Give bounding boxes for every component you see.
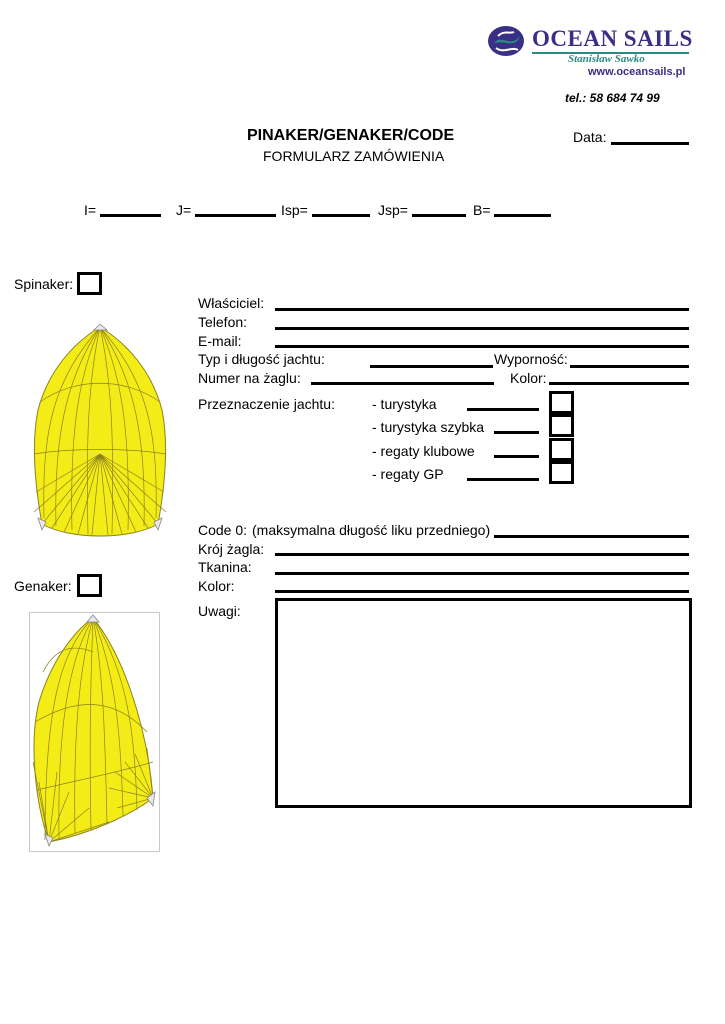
- purpose-club-regatta-checkbox[interactable]: [549, 438, 574, 461]
- ocean-sails-logo-icon: [486, 24, 526, 58]
- sail-color-label: Kolor:: [198, 578, 235, 594]
- sail-number-label: Numer na żaglu:: [198, 370, 301, 386]
- owner-label: Właściciel:: [198, 295, 265, 311]
- purpose-fast-touring-checkbox[interactable]: [549, 414, 574, 437]
- purpose-label: Przeznaczenie jachtu:: [198, 396, 335, 412]
- purpose-fast-touring-line: [494, 431, 539, 434]
- brand-person: Stanisław Sawko: [568, 53, 645, 65]
- form-subtitle: FORMULARZ ZAMÓWIENIA: [263, 148, 445, 164]
- code0-field[interactable]: [494, 535, 689, 538]
- sail-number-field[interactable]: [311, 382, 494, 385]
- cut-label: Krój żagla:: [198, 541, 265, 557]
- purpose-gp-regatta-checkbox[interactable]: [549, 461, 574, 484]
- isp-field[interactable]: [312, 214, 370, 217]
- jsp-field[interactable]: [412, 214, 466, 217]
- date-field[interactable]: [611, 142, 689, 145]
- j-field[interactable]: [195, 214, 276, 217]
- genaker-checkbox[interactable]: [77, 574, 102, 597]
- b-field[interactable]: [494, 214, 551, 217]
- fabric-field[interactable]: [275, 572, 689, 575]
- code0-note: (maksymalna długość liku przedniego): [252, 522, 491, 538]
- notes-label: Uwagi:: [198, 603, 241, 619]
- spinaker-label: Spinaker:: [14, 276, 74, 292]
- isp-label: Isp=: [281, 202, 308, 218]
- form-title: PINAKER/GENAKER/CODE: [247, 127, 455, 144]
- fabric-label: Tkanina:: [198, 559, 252, 575]
- code0-label: Code 0:: [198, 522, 248, 538]
- genaker-label: Genaker:: [14, 578, 72, 594]
- notes-box[interactable]: [275, 598, 692, 808]
- purpose-club-regatta-line: [494, 455, 539, 458]
- purpose-option-fast-touring: - turystyka szybka: [372, 419, 485, 435]
- i-field[interactable]: [100, 214, 161, 217]
- phone-field[interactable]: [275, 327, 689, 330]
- color-field[interactable]: [549, 382, 689, 385]
- phone-label: Telefon:: [198, 314, 248, 330]
- spinaker-checkbox[interactable]: [77, 272, 102, 295]
- cut-field[interactable]: [275, 553, 689, 556]
- j-label: J=: [176, 202, 192, 218]
- purpose-option-touring: - turystyka: [372, 396, 437, 412]
- date-label: Data:: [573, 129, 607, 145]
- brand-name: OCEAN SAILS: [532, 26, 693, 51]
- purpose-touring-line: [467, 408, 539, 411]
- i-label: I=: [84, 202, 97, 218]
- email-field[interactable]: [275, 345, 689, 348]
- displacement-label: Wyporność:: [494, 351, 568, 367]
- purpose-touring-checkbox[interactable]: [549, 391, 574, 414]
- yacht-type-field[interactable]: [370, 365, 493, 368]
- purpose-option-club-regatta: - regaty klubowe: [372, 443, 475, 459]
- phone-number: tel.: 58 684 74 99: [565, 91, 660, 105]
- website-link[interactable]: www.oceansails.pl: [588, 66, 686, 78]
- b-label: B=: [473, 202, 491, 218]
- owner-field[interactable]: [275, 308, 689, 311]
- color-label: Kolor:: [510, 370, 547, 386]
- email-label: E-mail:: [198, 333, 242, 349]
- purpose-option-gp-regatta: - regaty GP: [372, 466, 444, 482]
- yacht-type-label: Typ i długość jachtu:: [198, 351, 325, 367]
- purpose-gp-regatta-line: [467, 478, 539, 481]
- jsp-label: Jsp=: [378, 202, 408, 218]
- spinaker-sail-image: [30, 322, 170, 542]
- displacement-field[interactable]: [570, 365, 689, 368]
- sail-color-field[interactable]: [275, 590, 689, 593]
- genaker-sail-image: [29, 612, 158, 850]
